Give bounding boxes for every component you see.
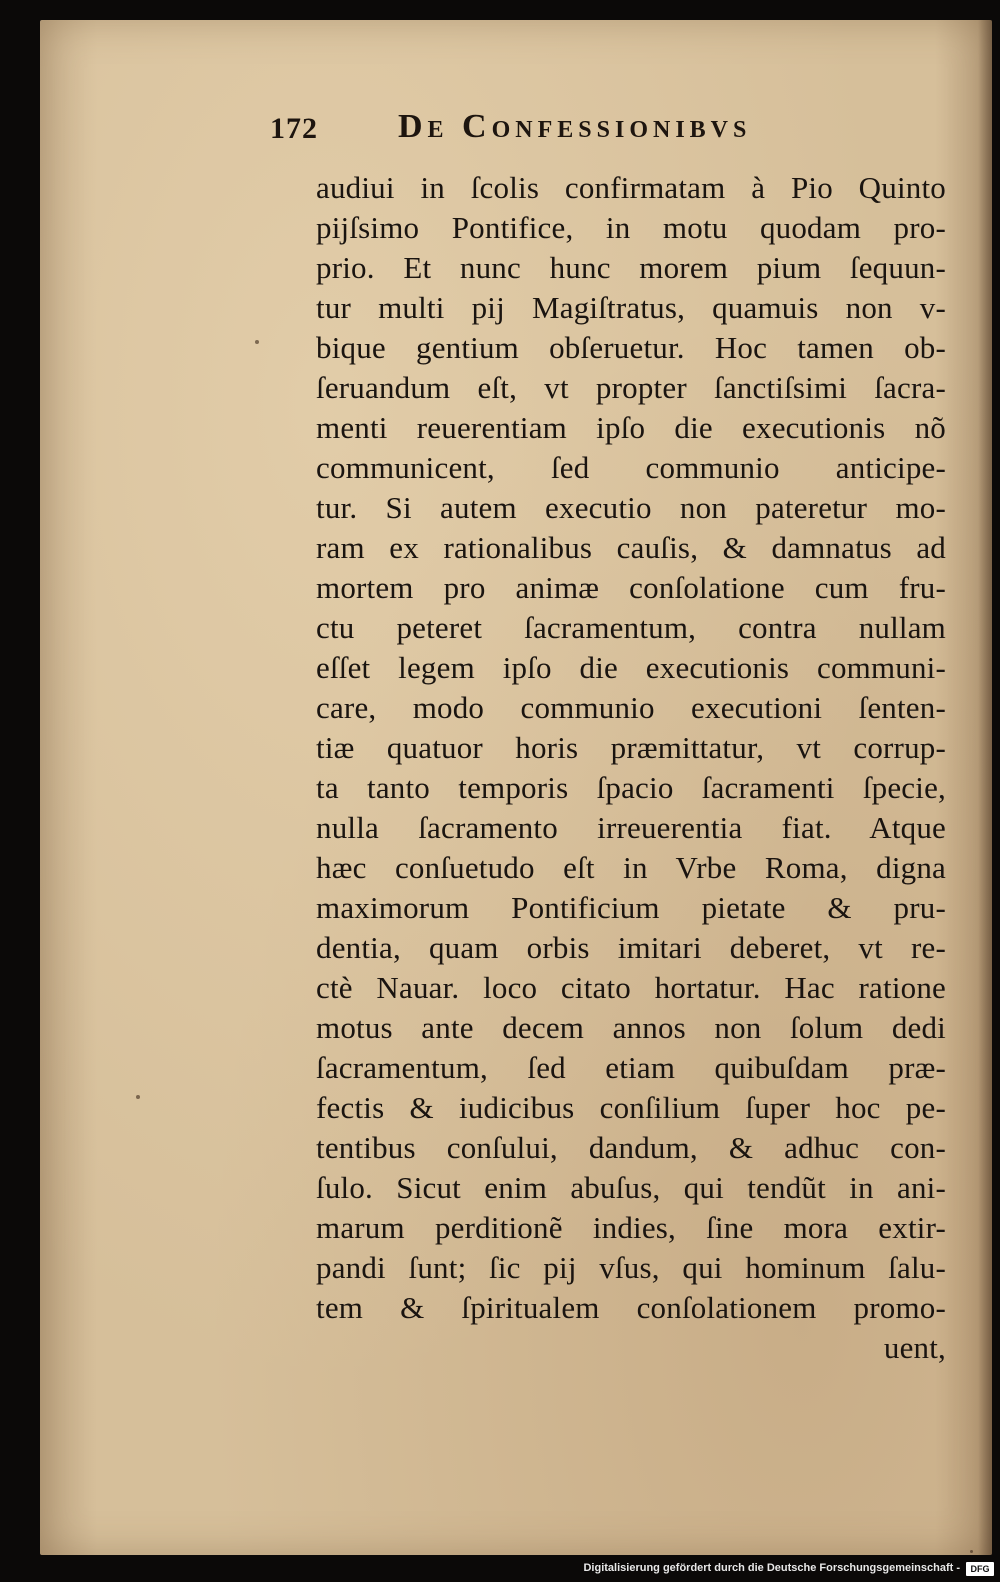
text-line: menti reuerentiam ipſo die executionis nõ <box>316 410 946 445</box>
text-line: dentia, quam orbis imitari deberet, vt re- <box>316 930 946 965</box>
text-line: nulla ſacramento irreuerentia fiat. Atque <box>316 810 946 845</box>
text-line: tentibus conſului, dandum, & adhuc con- <box>316 1130 946 1165</box>
text-line: tem & ſpiritualem conſolationem promo- <box>316 1290 946 1325</box>
text-line: tur. Si autem executio non pateretur mo- <box>316 490 946 525</box>
paper-speck <box>970 1550 973 1553</box>
running-title: De Confessionibvs <box>398 108 752 145</box>
digitization-credit: Digitalisierung gefördert durch die Deutsche Forschungsgemeinschaft - <box>583 1562 960 1574</box>
text-line: audiui in ſcolis confirmatam à Pio Quinto <box>316 170 946 205</box>
catchword: uent, <box>883 1330 946 1365</box>
text-line: ſeruandum eſt, vt propter ſanctiſsimi ſacra- <box>316 370 946 405</box>
text-line: fectis & iudicibus conſilium ſuper hoc pe- <box>316 1090 946 1125</box>
text-line: ſulo. Sicut enim abuſus, qui tendũt in ani- <box>316 1170 946 1205</box>
text-line: pijſsimo Pontifice, in motu quodam pro- <box>316 210 946 245</box>
text-line: hæc conſuetudo eſt in Vrbe Roma, digna <box>316 850 946 885</box>
text-line: tur multi pij Magiſtratus, quamuis non v- <box>316 290 946 325</box>
text-line: ta tanto temporis ſpacio ſacramenti ſpecie, <box>316 770 946 805</box>
dfg-logo: DFG <box>966 1562 994 1576</box>
text-line: mortem pro animæ conſolatione cum fru- <box>316 570 946 605</box>
text-line: communicent, ſed communio anticipe- <box>316 450 946 485</box>
running-header <box>270 100 870 148</box>
paper-speck <box>136 1095 140 1099</box>
body-text <box>316 168 946 1368</box>
text-line: marum perditionẽ indies, ſine mora extir- <box>316 1210 946 1245</box>
text-line: maximorum Pontificium pietate & pru- <box>316 890 946 925</box>
text-line: tiæ quatuor horis præmittatur, vt corrup- <box>316 730 946 765</box>
text-line: bique gentium obſeruetur. Hoc tamen ob- <box>316 330 946 365</box>
text-line: eſſet legem ipſo die executionis communi- <box>316 650 946 685</box>
paper-speck <box>255 340 259 344</box>
text-line: ſacramentum, ſed etiam quibuſdam præ- <box>316 1050 946 1085</box>
text-line: care, modo communio executioni ſenten- <box>316 690 946 725</box>
text-line: pandi ſunt; ſic pij vſus, qui hominum ſalu- <box>316 1250 946 1285</box>
text-line: ctè Nauar. loco citato hortatur. Hac ratione <box>316 970 946 1005</box>
text-line: motus ante decem annos non ſolum dedi <box>316 1010 946 1045</box>
page-number: 172 <box>270 112 318 145</box>
page-edge-shadow <box>978 20 992 1555</box>
text-line: prio. Et nunc hunc morem pium ſequun- <box>316 250 946 285</box>
text-line: ctu peteret ſacramentum, contra nullam <box>316 610 946 645</box>
text-line: ram ex rationalibus cauſis, & damnatus ad <box>316 530 946 565</box>
